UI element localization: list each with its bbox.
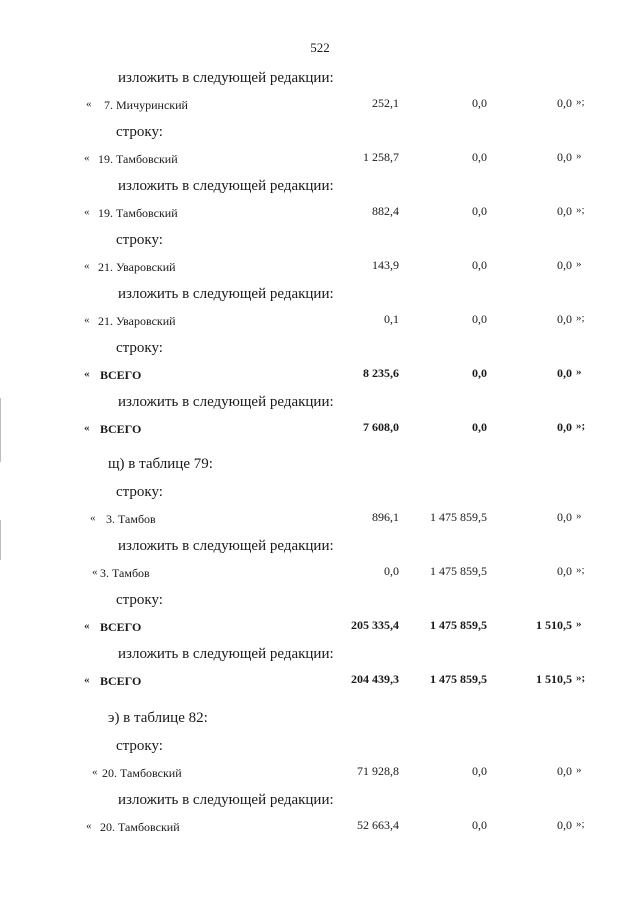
open-quote: «	[84, 422, 90, 434]
row-name: 19. Тамбовский	[98, 152, 178, 166]
row-value-v3: 0,0	[557, 258, 572, 272]
row-value-v1: 252,1	[372, 96, 399, 110]
row-value-v1: 882,4	[372, 204, 399, 218]
instruction-line	[0, 232, 640, 252]
row-value-v1: 0,0	[384, 564, 399, 578]
row-value-v2: 0,0	[472, 420, 487, 434]
open-quote: «	[86, 820, 92, 832]
table-row	[0, 764, 640, 784]
instruction-line	[0, 592, 640, 612]
close-quote: »;	[576, 420, 586, 432]
instruction-line	[0, 792, 640, 812]
instruction-line	[0, 710, 640, 730]
row-value-v2: 0,0	[472, 312, 487, 326]
table-row	[0, 258, 640, 278]
row-value-v3: 0,0	[557, 204, 572, 218]
close-quote: »;	[576, 204, 585, 216]
row-value-v3: 1 510,5	[536, 672, 572, 686]
open-quote: «	[92, 766, 98, 778]
table-row	[0, 150, 640, 170]
row-name: ВСЕГО	[100, 620, 142, 634]
row-name: ВСЕГО	[100, 674, 142, 688]
instruction-text: строку:	[116, 232, 163, 248]
row-value-v1: 71 928,8	[357, 764, 399, 778]
row-value-v3: 0,0	[557, 564, 572, 578]
row-value-v1: 896,1	[372, 510, 399, 524]
instruction-text: щ) в таблице 79:	[108, 456, 213, 472]
row-name: 3. Тамбов	[100, 566, 150, 580]
open-quote: «	[84, 620, 90, 632]
row-name: 19. Тамбовский	[98, 206, 178, 220]
row-name: 3. Тамбов	[106, 512, 156, 526]
row-value-v1: 8 235,6	[363, 366, 399, 380]
row-value-v2: 1 475 859,5	[430, 510, 487, 524]
open-quote: «	[84, 674, 90, 686]
instruction-line	[0, 394, 640, 414]
table-row	[0, 618, 640, 638]
instruction-line	[0, 484, 640, 504]
table-row	[0, 564, 640, 584]
scan-edge-mark	[0, 520, 1, 560]
close-quote: »	[576, 510, 582, 522]
open-quote: «	[84, 314, 90, 326]
open-quote: «	[84, 152, 90, 164]
row-name: 21. Уваровский	[98, 314, 176, 328]
close-quote: »	[576, 764, 582, 776]
instruction-line	[0, 124, 640, 144]
row-value-v2: 1 475 859,5	[430, 618, 487, 632]
row-value-v1: 52 663,4	[357, 818, 399, 832]
instruction-line	[0, 738, 640, 758]
row-value-v3: 0,0	[557, 420, 572, 434]
open-quote: «	[84, 260, 90, 272]
instruction-line	[0, 340, 640, 360]
close-quote: »;	[576, 818, 585, 830]
row-value-v2: 0,0	[472, 764, 487, 778]
instruction-text: изложить в следующей редакции:	[118, 70, 334, 86]
table-row	[0, 366, 640, 386]
row-value-v2: 1 475 859,5	[430, 564, 487, 578]
row-value-v3: 1 510,5	[536, 618, 572, 632]
open-quote: «	[84, 368, 90, 380]
table-row	[0, 204, 640, 224]
close-quote: »;	[576, 312, 585, 324]
close-quote: »;	[576, 96, 585, 108]
row-value-v3: 0,0	[557, 764, 572, 778]
table-row	[0, 818, 640, 838]
instruction-line	[0, 178, 640, 198]
row-value-v1: 7 608,0	[363, 420, 399, 434]
instruction-text: изложить в следующей редакции:	[118, 792, 334, 808]
row-name: ВСЕГО	[100, 422, 142, 436]
row-value-v2: 0,0	[472, 818, 487, 832]
instruction-text: изложить в следующей редакции:	[118, 538, 334, 554]
instruction-text: э) в таблице 82:	[108, 710, 208, 726]
instruction-text: строку:	[116, 124, 163, 140]
row-value-v3: 0,0	[557, 150, 572, 164]
table-row	[0, 312, 640, 332]
row-name: ВСЕГО	[100, 368, 142, 382]
instruction-line	[0, 286, 640, 306]
row-value-v1: 143,9	[372, 258, 399, 272]
scan-edge-mark	[0, 398, 1, 462]
instruction-text: изложить в следующей редакции:	[118, 178, 334, 194]
instruction-text: строку:	[116, 484, 163, 500]
row-name: 21. Уваровский	[98, 260, 176, 274]
row-value-v3: 0,0	[557, 366, 572, 380]
row-value-v2: 0,0	[472, 258, 487, 272]
row-name: 20. Тамбовский	[102, 766, 182, 780]
row-value-v2: 0,0	[472, 366, 487, 380]
close-quote: »	[576, 366, 582, 378]
table-row	[0, 420, 640, 440]
open-quote: «	[84, 206, 90, 218]
row-value-v3: 0,0	[557, 510, 572, 524]
instruction-line	[0, 646, 640, 666]
instruction-text: изложить в следующей редакции:	[118, 394, 334, 410]
table-row	[0, 672, 640, 692]
instruction-text: строку:	[116, 738, 163, 754]
instruction-text: изложить в следующей редакции:	[118, 286, 334, 302]
table-row	[0, 510, 640, 530]
instruction-text: строку:	[116, 592, 163, 608]
instruction-text: изложить в следующей редакции:	[118, 646, 334, 662]
instruction-text: строку:	[116, 340, 163, 356]
table-row	[0, 96, 640, 116]
open-quote: «	[90, 512, 96, 524]
row-value-v1: 205 335,4	[351, 618, 399, 632]
instruction-line	[0, 456, 640, 476]
row-value-v1: 1 258,7	[363, 150, 399, 164]
close-quote: »;	[576, 564, 585, 576]
row-value-v2: 0,0	[472, 204, 487, 218]
row-value-v2: 1 475 859,5	[430, 672, 487, 686]
row-name: 20. Тамбовский	[100, 820, 180, 834]
close-quote: »	[576, 618, 582, 630]
row-value-v1: 0,1	[384, 312, 399, 326]
instruction-line	[0, 538, 640, 558]
close-quote: »;	[576, 672, 586, 684]
row-value-v3: 0,0	[557, 312, 572, 326]
page-number: 522	[310, 40, 330, 55]
row-value-v2: 0,0	[472, 150, 487, 164]
row-value-v2: 0,0	[472, 96, 487, 110]
instruction-line	[0, 70, 640, 90]
close-quote: »	[576, 150, 582, 162]
open-quote: «	[86, 98, 92, 110]
row-value-v3: 0,0	[557, 818, 572, 832]
row-name: 7. Мичуринский	[104, 98, 188, 112]
row-value-v3: 0,0	[557, 96, 572, 110]
open-quote: «	[92, 566, 98, 578]
close-quote: »	[576, 258, 582, 270]
row-value-v1: 204 439,3	[351, 672, 399, 686]
